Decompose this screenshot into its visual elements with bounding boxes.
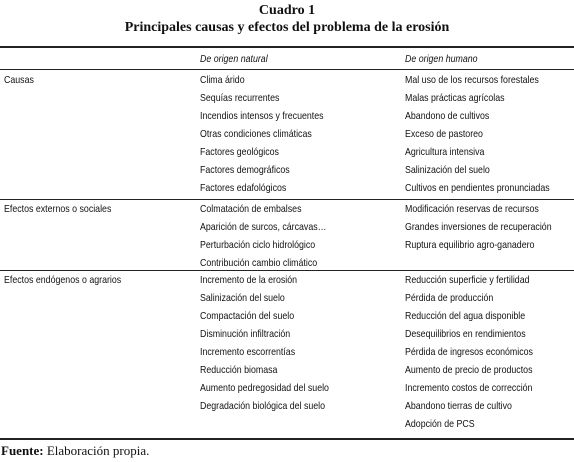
humano-item: Abandono tierras de cultivo [405,400,512,412]
humano-item: Adopción de PCS [405,418,475,430]
humano-item: Abandono de cultivos [405,110,490,122]
section-rule [0,199,574,200]
humano-item: Grandes inversiones de recuperación [405,221,552,233]
natural-item: Clima árido [200,74,245,86]
natural-item: Incendios intensos y frecuentes [200,110,324,122]
humano-item: Pérdida de producción [405,292,494,304]
col-header-humano: De origen humano [405,53,478,65]
section-label: Efectos externos o sociales [4,203,112,215]
humano-item: Modificación reservas de recursos [405,203,539,215]
natural-item: Factores geológicos [200,146,279,158]
bottom-rule [0,438,574,440]
source-label: Fuente: [1,443,44,458]
natural-item: Salinización del suelo [200,292,285,304]
humano-item: Malas prácticas agrícolas [405,92,505,104]
humano-item: Agricultura intensiva [405,146,485,158]
source-note [1,443,149,459]
natural-item: Aparición de surcos, cárcavas… [200,221,327,233]
col-header-natural: De origen natural [200,53,268,65]
natural-item: Colmatación de embalses [200,203,302,215]
natural-item: Contribución cambio climático [200,257,318,269]
natural-item: Perturbación ciclo hidrológico [200,239,316,251]
natural-item: Otras condiciones climáticas [200,128,312,140]
humano-item: Cultivos en pendientes pronunciadas [405,182,550,194]
source-text: Elaboración propia. [43,443,150,458]
natural-item: Reducción biomasa [200,364,278,376]
natural-item: Factores edafológicos [200,182,287,194]
table-number: Cuadro 1 [258,3,316,18]
section-rule [0,270,574,271]
humano-item: Aumento de precio de productos [405,364,533,376]
humano-item: Reducción superficie y fertilidad [405,274,530,286]
natural-item: Disminución infiltración [200,328,291,340]
section-label: Efectos endógenos o agrarios [4,274,122,286]
section-label: Causas [4,74,34,86]
humano-item: Incremento costos de corrección [405,382,533,394]
humano-item: Desequilibrios en rendimientos [405,328,526,340]
natural-item: Aumento pedregosidad del suelo [200,382,329,394]
header-rule [0,69,574,70]
humano-item: Mal uso de los recursos forestales [405,74,539,86]
natural-item: Incremento escorrentías [200,346,296,358]
natural-item: Sequías recurrentes [200,92,280,104]
natural-item: Compactación del suelo [200,310,295,322]
humano-item: Ruptura equilibrio agro-ganadero [405,239,535,251]
humano-item: Pérdida de ingresos económicos [405,346,533,358]
natural-item: Factores demográficos [200,164,290,176]
table-title: Principales causas y efectos del problema de la erosión [124,20,450,35]
natural-item: Degradación biológica del suelo [200,400,326,412]
top-rule [0,46,574,48]
humano-item: Salinización del suelo [405,164,490,176]
humano-item: Exceso de pastoreo [405,128,483,140]
natural-item: Incremento de la erosión [200,274,298,286]
humano-item: Reducción del agua disponible [405,310,526,322]
